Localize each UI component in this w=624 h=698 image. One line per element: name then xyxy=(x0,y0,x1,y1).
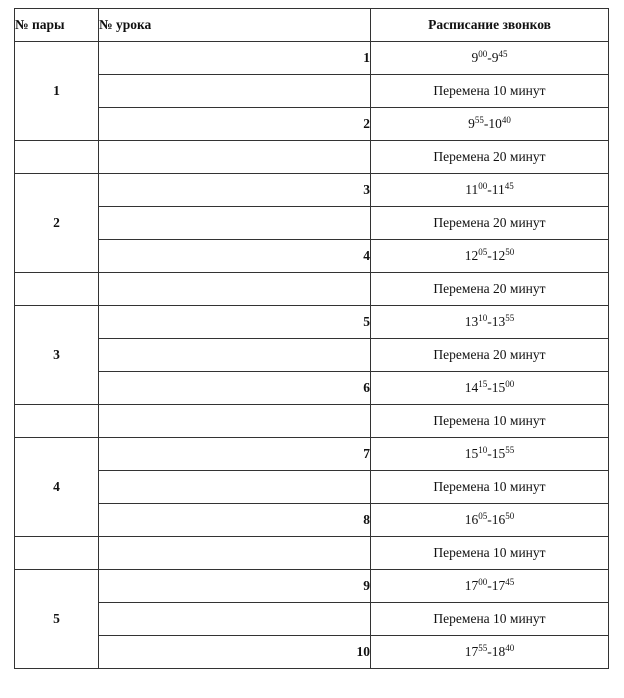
header-row xyxy=(15,9,609,42)
lesson-number: 7 xyxy=(99,438,371,471)
break-label: Перемена 10 минут xyxy=(371,75,609,108)
lesson-time: $13^{10}-13^{55}$ xyxy=(371,306,609,339)
header-pair-number: № пары xyxy=(15,9,99,42)
break-label: Перемена 20 минут xyxy=(371,273,609,306)
table-row xyxy=(15,504,609,537)
empty-cell xyxy=(99,207,371,240)
empty-cell xyxy=(15,273,99,306)
lesson-time: $15^{10}-15^{55}$ xyxy=(371,438,609,471)
table-row xyxy=(15,240,609,273)
lesson-number: 2 xyxy=(99,108,371,141)
empty-cell xyxy=(99,603,371,636)
pair-number: 3 xyxy=(15,306,99,405)
table-row xyxy=(15,174,609,207)
break-label: Перемена 20 минут xyxy=(371,339,609,372)
table-row xyxy=(15,339,609,372)
lesson-time: $12^{05}-12^{50}$ xyxy=(371,240,609,273)
lesson-time: $9^{00}-9^{45}$ xyxy=(371,42,609,75)
empty-cell xyxy=(99,141,371,174)
pair-number: 1 xyxy=(15,42,99,141)
header-bell-schedule: Расписание звонков xyxy=(371,9,609,42)
lesson-time: $14^{15}-15^{00}$ xyxy=(371,372,609,405)
break-label: Перемена 10 минут xyxy=(371,537,609,570)
lesson-number: 9 xyxy=(99,570,371,603)
table-row xyxy=(15,570,609,603)
break-label: Перемена 10 минут xyxy=(371,405,609,438)
empty-cell xyxy=(99,273,371,306)
table-row xyxy=(15,603,609,636)
table-row xyxy=(15,636,609,669)
table-row xyxy=(15,273,609,306)
empty-cell xyxy=(15,405,99,438)
empty-cell xyxy=(99,339,371,372)
pair-number: 2 xyxy=(15,174,99,273)
table-row xyxy=(15,372,609,405)
table-row xyxy=(15,537,609,570)
pair-number: 5 xyxy=(15,570,99,669)
empty-cell xyxy=(99,75,371,108)
break-label: Перемена 20 минут xyxy=(371,141,609,174)
lesson-time: $17^{55}-18^{40}$ xyxy=(371,636,609,669)
bell-schedule-table xyxy=(14,8,609,669)
empty-cell xyxy=(15,141,99,174)
table-row xyxy=(15,207,609,240)
lesson-number: 8 xyxy=(99,504,371,537)
lesson-time: $9^{55}-10^{40}$ xyxy=(371,108,609,141)
lesson-number: 3 xyxy=(99,174,371,207)
empty-cell xyxy=(15,537,99,570)
table-row xyxy=(15,75,609,108)
lesson-number: 1 xyxy=(99,42,371,75)
lesson-time: $11^{00}-11^{45}$ xyxy=(371,174,609,207)
table-row xyxy=(15,438,609,471)
lesson-number: 6 xyxy=(99,372,371,405)
lesson-time: $17^{00}-17^{45}$ xyxy=(371,570,609,603)
header-lesson-number: № урока xyxy=(99,9,371,42)
empty-cell xyxy=(99,471,371,504)
break-label: Перемена 10 минут xyxy=(371,471,609,504)
pair-number: 4 xyxy=(15,438,99,537)
lesson-time: $16^{05}-16^{50}$ xyxy=(371,504,609,537)
table-row xyxy=(15,141,609,174)
empty-cell xyxy=(99,405,371,438)
empty-cell xyxy=(99,537,371,570)
table-row xyxy=(15,42,609,75)
table-row xyxy=(15,108,609,141)
break-label: Перемена 20 минут xyxy=(371,207,609,240)
lesson-number: 4 xyxy=(99,240,371,273)
break-label: Перемена 10 минут xyxy=(371,603,609,636)
table-row xyxy=(15,405,609,438)
lesson-number: 5 xyxy=(99,306,371,339)
table-row xyxy=(15,471,609,504)
table-row xyxy=(15,306,609,339)
lesson-number: 10 xyxy=(99,636,371,669)
